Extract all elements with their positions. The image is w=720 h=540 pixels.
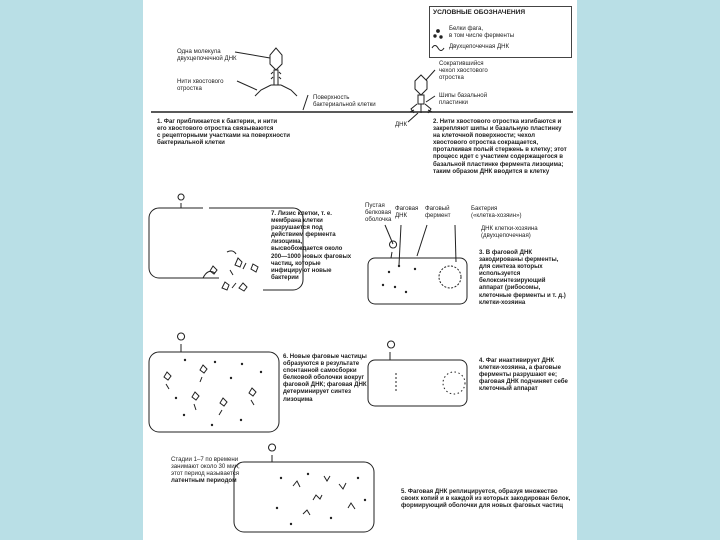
stage7-caption: 7. Лизис клетки, т. е. мембрана клетки разрушается под действием фермента лизоцима, высвобождается около 200—1000 новых фаговых частиц, которые инфицируют новые бактерии	[271, 210, 352, 281]
stage6-caption: 6. Новые фаговые частицы образуются в результате спонтанной самосборки белковой оболочки вокруг фаговой ДНК; фаговая ДНК детерминирует синтез лизоцима	[283, 353, 367, 403]
label-bacterium: Бактерия («клетка-хозяин»)	[471, 205, 522, 220]
phage-stage2	[410, 75, 432, 113]
bacterium-stage6	[149, 333, 279, 432]
stage3-caption: 3. В фаговой ДНК закодированы ферменты, для синтеза которых используется белоксинтезирующий аппарат (рибосомы, клеточные ферменты и т. д.) клетки-хозяина	[479, 249, 566, 306]
label-dna: ДНК	[395, 121, 408, 128]
latent-period-note	[171, 456, 283, 484]
label-cell-surface: Поверхность бактериальной клетки	[313, 94, 376, 109]
legend-proteins-label: Белки фага, в том числе ферменты	[449, 25, 515, 40]
label-empty-coat: Пустая белковая оболочка	[365, 202, 392, 224]
label-contracted-sheath: Сократившийся чехол хвостового отростка	[439, 60, 488, 82]
label-phage-enzymes: Фаговый фермент	[425, 205, 451, 220]
diagram-sheet	[143, 0, 577, 540]
latent-term: латентным периодом	[171, 477, 237, 485]
bacterium-stage4	[368, 341, 467, 406]
label-host-dna: ДНК клетки-хозяина (двухцепочечная)	[481, 225, 538, 240]
stage2-caption: 2. Нити хвостового отростка изгибаются и закрепляют шипы и базальную пластинку на клеточной поверхности; чехол хвостового отростка сокращается, проталкивая полый стержень в клетку; этот процесс идет с участием содержащегося в базальной пластинке фермента лизоцима; таким образом ДНК вводится в клетку	[433, 118, 567, 175]
stage5-caption: 5. Фаговая ДНК реплицируется, образуя множество своих копий и в каждой из которых закодирован белок, формирующий оболочки для новых фаговых частиц	[401, 488, 571, 510]
stage1-caption: 1. Фаг приближается к бактерии, и нити его хвостового отростка связываются с рецепторными участками на поверхности бактериальной клетки	[157, 118, 290, 147]
phage-stage1	[255, 48, 297, 96]
label-dna-molecule: Одна молекула двухцепочечной ДНК	[177, 48, 237, 63]
bacterium-stage3	[368, 225, 467, 304]
label-tail-fibers: Нити хвостового отростка	[177, 78, 224, 93]
latent-text: Стадии 1–7 по времени занимают около 30 мин; этот период называется	[171, 456, 240, 478]
label-phage-dna: Фаговая ДНК	[395, 205, 419, 220]
legend-title: УСЛОВНЫЕ ОБОЗНАЧЕНИЯ	[433, 9, 526, 16]
stage4-caption: 4. Фаг инактивирует ДНК клетки-хозяина, а фаговые ферменты разрушают ее; фаговая ДНК подчиняет себе клеточный аппарат	[479, 357, 568, 393]
label-baseplate-spikes: Шипы базальной пластинки	[439, 92, 488, 107]
legend-dna-label: Двухцепочечная ДНК	[449, 43, 510, 50]
